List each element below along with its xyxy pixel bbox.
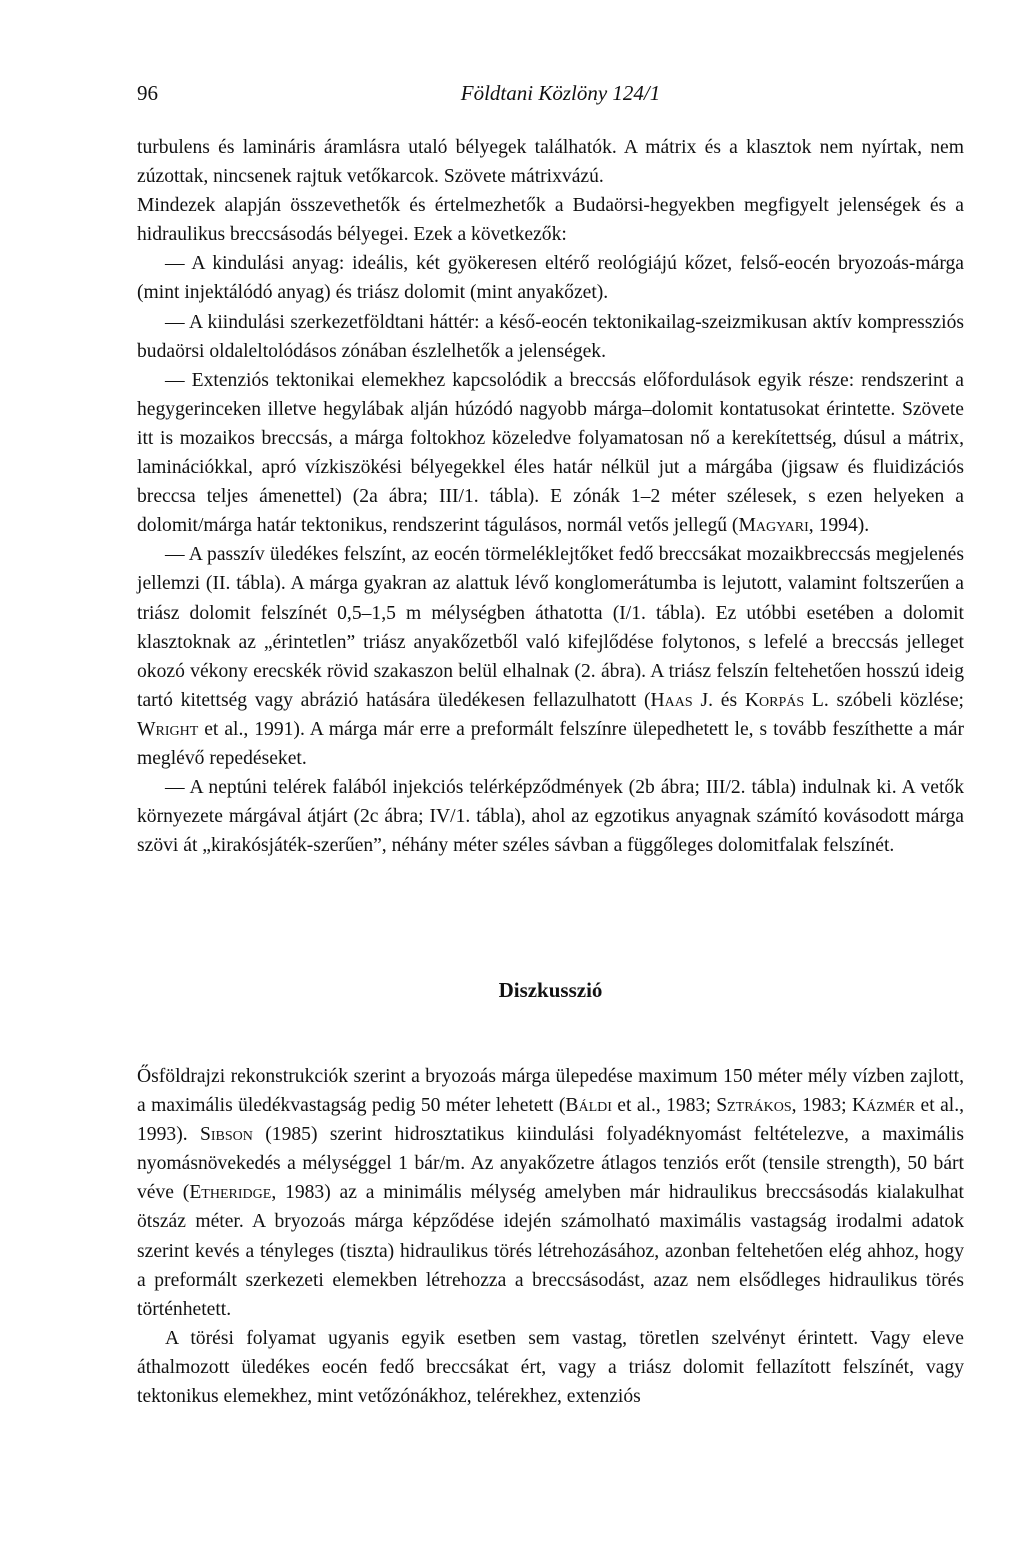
text-run: et al., 1991). A márga már erre a preformált felszínre ülepedhetett le, s tovább feszíthette a már meglévő repedéseket.	[137, 718, 964, 769]
author-citation: Korpás	[744, 689, 805, 711]
list-item: — A kindulási anyag: ideális, két gyökeresen eltérő reológiájú kőzet, felső-eocén bryozoás-márga (mint injektálódó anyag) és triász dolomit (mint anyakőzet).	[137, 253, 964, 304]
page-number: 96	[137, 81, 158, 105]
text-run: — Extenziós tektonikai elemekhez kapcsolódik a breccsás előfordulások egyik része: rendszerint a hegygerinceken illetve hegylábak alján húzódó nagyobb márga–dolomit kontatusokat érintette. Szövete itt is mozaikos breccsás, a márga foltokhoz közeledve folyamatosan nő a kerekítettség, dúsul a mátrix, laminációkkal, apró vízkiszökési bélyegekkel éles határ nélkül jut a márgába (jigsaw és fluidizációs breccsa teljes ámenettel) (2a ábra; III/1. tábla). E zónák 1–2 méter szélesek, s ezen helyeken a dolomit/márga határ tektonikus, rendszerint tágulásos, normál vetős jellegű (	[137, 369, 964, 537]
list-item: — A kiindulási szerkezetföldtani háttér: a késő-eocén tektonikailag-szeizmikusan aktív kompressziós budaörsi oldaleltolódásos zónában észlelhetők a jelenségek.	[137, 311, 964, 362]
discussion-section-text	[137, 1062, 964, 1411]
author-citation: Sztrákos	[716, 1095, 792, 1117]
author-citation: Haas	[650, 689, 693, 711]
author-citation: Wright	[137, 718, 199, 740]
author-citation: Kázmér	[851, 1095, 916, 1117]
paragraph: Mindezek alapján összevethetők és értelmezhetők a Budaörsi-hegyekben megfigyelt jelenségek és a hidraulikus breccsásodás bélyegei. Ezek a következők:	[137, 195, 964, 246]
list-item	[137, 366, 964, 541]
author-citation: Báldi	[565, 1095, 612, 1117]
list-item	[137, 540, 964, 773]
journal-running-title: Földtani Közlöny 124/1	[460, 81, 661, 105]
text-run: et al., 1983;	[611, 1095, 717, 1117]
author-citation: Etheridge	[189, 1182, 272, 1204]
author-citation: Magyari	[738, 515, 809, 537]
text-run: , 1983;	[791, 1095, 852, 1117]
page-header	[137, 76, 964, 110]
text-run: L. szóbeli közlése;	[804, 689, 964, 711]
paragraph: turbulens és lamináris áramlásra utaló bélyegek találhatók. A mátrix és a klasztok nem nyírtak, nem zúzottak, nincsenek rajtuk vetőkarcok. Szövete mátrixvázú.	[137, 137, 964, 188]
text-run: et al., 1993).	[137, 1095, 965, 1146]
paragraph	[137, 1062, 964, 1324]
text-run: , 1994).	[808, 515, 870, 537]
text-run: (1985) szerint hidrosztatikus kiindulási folyadéknyomást feltételezve, a maximális nyomásnövekedés a mélységgel 1 bár/m. Az anyakőzetre átlagos tenziós erőt (tensile strength), 50 bárt véve (	[137, 1124, 964, 1204]
text-run: J. és	[692, 689, 745, 711]
paragraph: A törési folyamat ugyanis egyik esetben sem vastag, töretlen szelvényt érintett. Vagy eleve áthalmozott üledékes eocén fedő breccsákat ért, vagy a triász dolomit fellazított felszínét, vagy tektonikus elemekhez, mint vetőzónákhoz, telérekhez, extenziós	[137, 1327, 964, 1408]
text-run: — A passzív üledékes felszínt, az eocén törmeléklejtőket fedő breccsákat mozaikbreccsás megjelenés jellemzi (II. tábla). A márga gyakran az alattuk lévő konglomerátumba is lejutott, valamint foltszerűen a triász dolomit felszínét 0,5–1,5 m mélységben áthatotta (I/1. tábla). Ez utóbbi esetében a dolomit klasztoknak az „érintetlen” triász anyakőzetből való kifejlődése folytonos, s lefelé a breccsás jelleget okozó vékony erecskék rövid szakaszon belül elhalnak (2. ábra). A triász felszín feltehetően hosszú ideig tartó kitettség vagy abrázió hatására üledékesen fellazulhatott (	[137, 544, 964, 711]
list-item: — A neptúni telérek falából injekciós telérképződmények (2b ábra; III/2. tábla) indulnak ki. A vetők környezete márgával átjárt (2c ábra; IV/1. tábla), ahol az egzotikus anyagnak számító kovásodott márga szövi át „kirakósjáték-szerűen”, néhány méter széles sávban a függőleges dolomitfalak felszínét.	[137, 777, 964, 857]
author-citation: Sibson	[199, 1124, 253, 1146]
text-run: Ősföldrajzi rekonstrukciók szerint a bryozoás márga ülepedése maximum 150 méter mély vízben zajlott, a maximális üledékvastagság pedig 50 méter lehetett (	[137, 1066, 964, 1117]
text-run: , 1983) az a minimális mélység amelyben már hidraulikus breccsásodás kialakulhat ötszáz méter. A bryozoás márga képződése idején számolható maximális vastagság irodalmi adatok szerint kevés a tényleges (tiszta) hidraulikus törés létrehozásához, azonban feltehetően elég ahhoz, hogy a preformált szerkezeti elemekben létrehozza a breccsásodást, azaz nem elsődleges hidraulikus törés történhetett.	[137, 1182, 964, 1320]
section-heading: Diszkusszió	[498, 978, 603, 1002]
results-section-text	[137, 133, 964, 860]
